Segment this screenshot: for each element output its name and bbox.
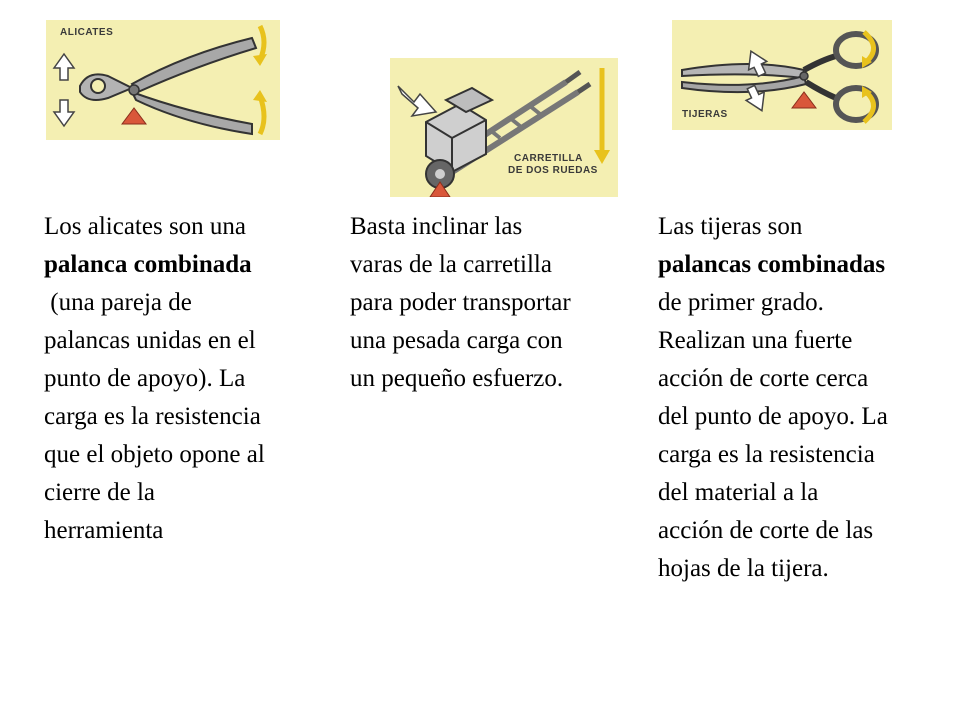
scissors-label: TIJERAS (682, 109, 728, 120)
wheelbarrow-caption-line: para poder transportar (350, 289, 571, 316)
wheelbarrow-caption-line: varas de la carretilla (350, 251, 552, 278)
scissors-caption-line: acción de corte cerca (658, 365, 869, 392)
wheelbarrow-label-line1: CARRETILLA (514, 153, 583, 164)
scissors-caption-line: Realizan una fuerte (658, 327, 853, 354)
wheelbarrow-caption-line: Basta inclinar las (350, 213, 523, 240)
scissors-caption (658, 208, 958, 588)
scissors-caption-line: del material a la (658, 479, 819, 506)
pliers-caption-bold: palanca combinada (44, 251, 252, 278)
pliers-caption-line: cierre de la (44, 479, 156, 506)
wheelbarrow-label-line2: DE DOS RUEDAS (508, 165, 598, 176)
scissors-caption-bold: palancas combinadas (658, 251, 886, 278)
hand-truck-lever-icon (390, 58, 618, 197)
pliers-caption-line: herramienta (44, 517, 164, 544)
pliers-caption-line: carga es la resistencia (44, 403, 261, 430)
pliers-caption-line: que el objeto opone al (44, 441, 265, 468)
scissors-caption-line: carga es la resistencia (658, 441, 875, 468)
wheelbarrow-caption (350, 208, 650, 398)
pliers-lever-icon (46, 20, 280, 140)
scissors-caption-line: Las tijeras son (658, 213, 803, 240)
scissors-caption-line: hojas de la tijera. (658, 555, 829, 582)
wheelbarrow-caption-line: una pesada carga con (350, 327, 563, 354)
pliers-label: ALICATES (60, 27, 114, 38)
scissors-caption-line: de primer grado. (658, 289, 824, 316)
pliers-caption-line: Los alicates son una (44, 213, 247, 240)
pliers-caption-line: (una pareja de (44, 289, 192, 316)
scissors-caption-line: del punto de apoyo. La (658, 403, 888, 430)
pliers-illustration (46, 20, 280, 140)
wheelbarrow-caption-line: un pequeño esfuerzo. (350, 365, 564, 392)
scissors-illustration (672, 20, 892, 130)
pliers-caption (44, 208, 344, 550)
pliers-caption-line: punto de apoyo). La (44, 365, 246, 392)
pliers-caption-line: palancas unidas en el (44, 327, 256, 354)
wheelbarrow-illustration (390, 58, 618, 197)
scissors-caption-line: acción de corte de las (658, 517, 874, 544)
